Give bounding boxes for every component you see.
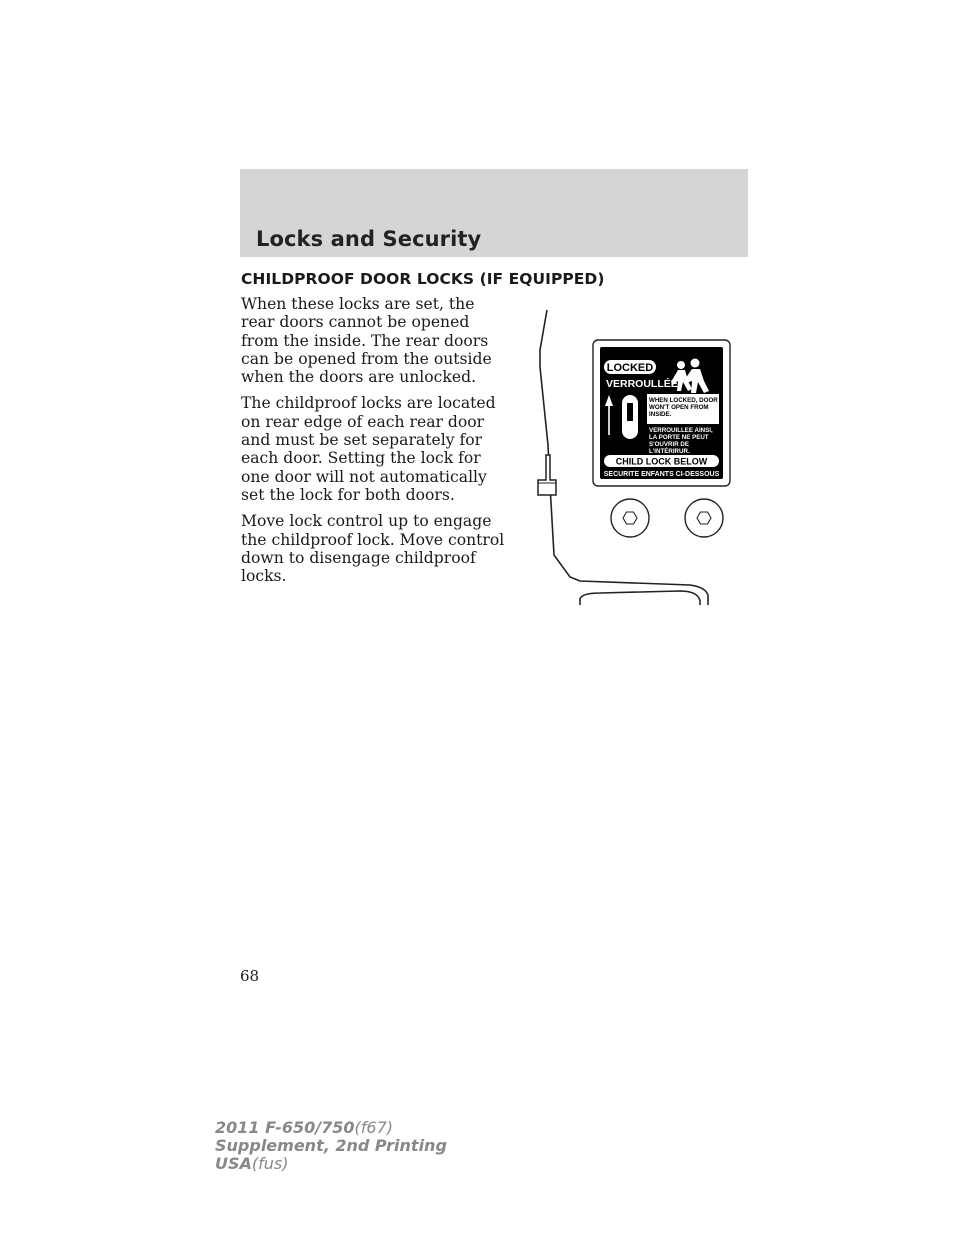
warning-en-line: WHEN LOCKED, DOOR [649,397,718,404]
footer-line [215,1119,447,1137]
door-bottom-outline [580,591,700,605]
paragraph: When these locks are set, the rear doors cannot be opened from the inside. The rear doors can be opened from the outside when the doors are unlocked. [241,295,492,387]
childproof-lock-illustration [530,305,760,610]
footer-line [215,1137,447,1155]
section-heading: CHILDPROOF DOOR LOCKS (IF EQUIPPED) [241,270,605,288]
footer-edition: Supplement, 2nd Printing [215,1136,447,1155]
locked-text: LOCKED [606,362,654,374]
paragraph: Move lock control up to engage the childproof lock. Move control down to disengage childproof locks. [241,512,505,586]
child-lock-below-text: CHILD LOCK BELOW [615,456,708,467]
footer [215,1119,447,1173]
screw-icon [685,499,723,537]
warning-en-line: WON'T OPEN FROM [649,404,709,411]
screw-icon [611,499,649,537]
warning-fr-line: S'OUVRIR DE [649,441,689,448]
warning-fr-line: L'INTÉRIRUR. [649,448,690,455]
page-number: 68 [240,967,260,985]
section-title: Locks and Security [256,227,482,251]
verrouillee-text: VERROULLÉE [606,378,678,390]
body-text [241,295,506,593]
footer-line [215,1155,447,1173]
footer-market: USA [215,1154,252,1173]
warning-en-line: INSIDE. [649,411,672,418]
lock-lever-icon [538,455,556,495]
section-header-band [240,169,748,257]
footer-code: (f67) [354,1118,393,1137]
securite-text: SECURITE ENFANTS CI-DESSOUS [603,471,720,478]
warning-fr-line: LA PORTE NE PEUT [649,434,709,441]
footer-model: 2011 F-650/750 [215,1118,355,1137]
paragraph: The childproof locks are located on rear edge of each rear door and must be set separately for each door. Setting the lock for one door will not automatically set the lock for both doors. [241,394,496,504]
warning-fr-line: VERROUILLEE AINSI, [649,427,713,434]
footer-market-code: (fus) [251,1154,289,1173]
